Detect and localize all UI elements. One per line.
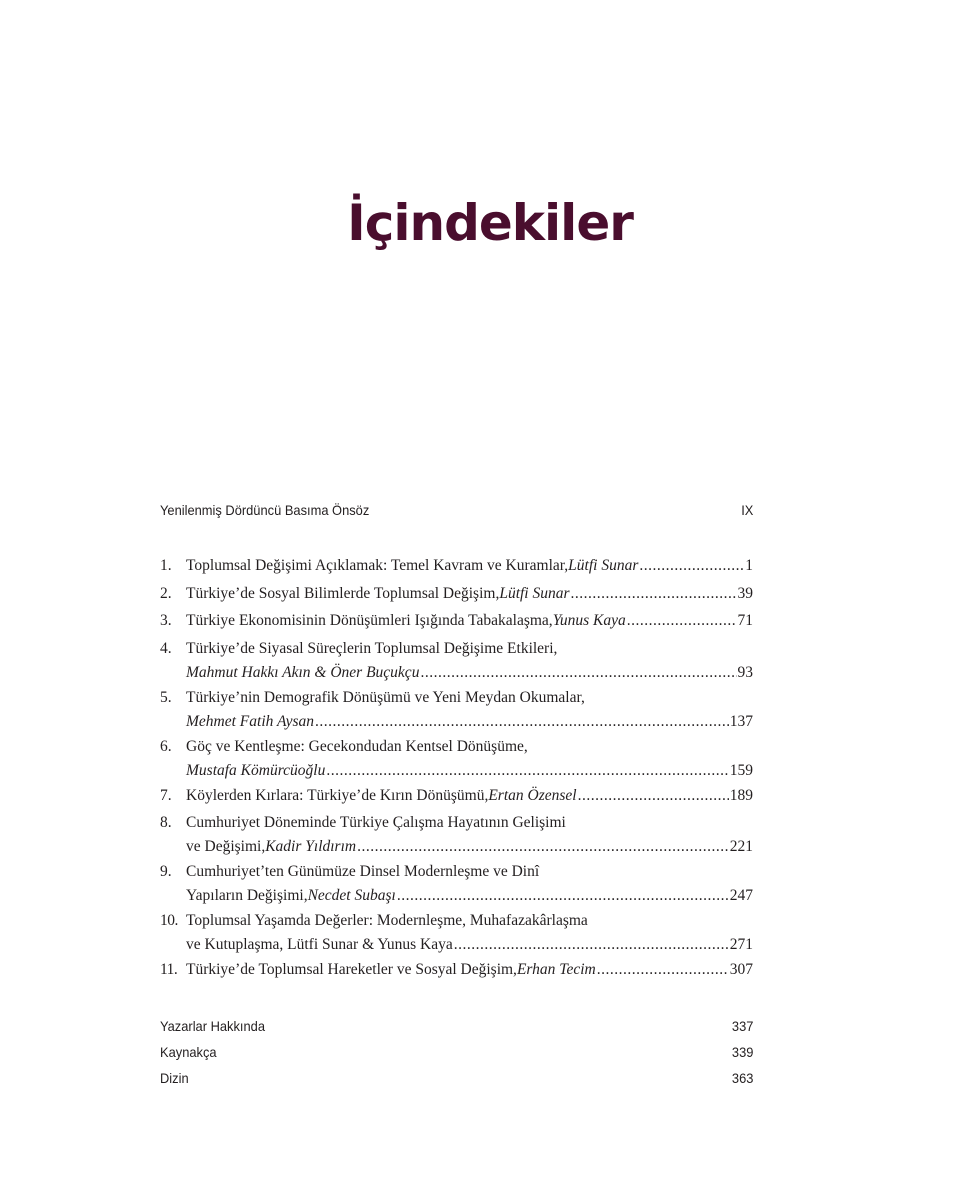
chapter-entry-6[interactable] xyxy=(160,735,753,783)
chapter-title: Toplumsal Değişimi Açıklamak: Temel Kavram ve Kuramlar, xyxy=(186,557,569,574)
dot-leader xyxy=(627,609,737,633)
chapter-number: 10. xyxy=(160,912,178,929)
chapter-entry-5[interactable] xyxy=(160,686,753,734)
back-matter-label: Kaynakça xyxy=(160,1044,217,1060)
chapter-number: 9. xyxy=(160,863,172,880)
back-matter-row-index[interactable] xyxy=(160,1070,753,1086)
chapter-title-continued: ve Kutuplaşma, Lütfi Sunar & Yunus Kaya xyxy=(186,936,453,953)
chapter-number: 8. xyxy=(160,814,172,831)
chapter-title: Cumhuriyet Döneminde Türkiye Çalışma Hayatının Gelişimi xyxy=(186,814,566,831)
dot-leader xyxy=(571,582,737,606)
chapter-page: 1 xyxy=(745,557,753,574)
chapter-number: 11. xyxy=(160,961,178,978)
back-matter-row-bibliography[interactable] xyxy=(160,1044,753,1060)
chapter-author: Kadir Yıldırım xyxy=(265,838,357,855)
chapter-page: 221 xyxy=(729,838,753,855)
chapter-title-continued: Yapıların Değişimi, xyxy=(186,887,308,904)
chapter-number: 6. xyxy=(160,738,172,755)
dot-leader xyxy=(420,661,736,685)
chapter-entry-1[interactable] xyxy=(160,554,753,578)
chapter-author: Mehmet Fatih Aysan xyxy=(186,713,314,730)
chapter-title: Toplumsal Yaşamda Değerler: Modernleşme, Muhafazakârlaşma xyxy=(186,912,588,929)
chapter-page: 189 xyxy=(729,787,753,804)
back-matter-page: 339 xyxy=(731,1044,754,1060)
preface-label: Yenilenmiş Dördüncü Basıma Önsöz xyxy=(160,502,370,518)
chapter-number: 4. xyxy=(160,640,172,657)
chapter-author: Lütfi Sunar xyxy=(499,585,570,602)
chapter-entry-11[interactable] xyxy=(160,958,753,982)
chapter-number: 2. xyxy=(160,585,172,602)
chapter-author: Lütfi Sunar xyxy=(568,557,639,574)
chapter-entry-8[interactable] xyxy=(160,811,753,859)
dot-leader xyxy=(578,784,729,808)
chapter-page: 247 xyxy=(729,887,753,904)
chapter-title: Türkiye’de Sosyal Bilimlerde Toplumsal Değişim, xyxy=(186,585,500,602)
chapter-title: Türkiye’de Toplumsal Hareketler ve Sosyal Değişim, xyxy=(186,961,517,978)
dot-leader xyxy=(454,933,729,957)
chapter-title: Türkiye Ekonomisinin Dönüşümleri Işığında Tabakalaşma, xyxy=(186,612,553,629)
dot-leader xyxy=(326,759,728,783)
chapter-title: Türkiye’nin Demografik Dönüşümü ve Yeni Meydan Okumalar, xyxy=(186,689,585,706)
chapter-number: 5. xyxy=(160,689,172,706)
back-matter-label: Dizin xyxy=(160,1070,189,1086)
dot-leader xyxy=(357,835,729,859)
chapter-title: Göç ve Kentleşme: Gecekondudan Kentsel Dönüşüme, xyxy=(186,738,528,755)
chapter-author: Yunus Kaya xyxy=(552,612,626,629)
dot-leader xyxy=(315,710,729,734)
chapter-number: 7. xyxy=(160,787,172,804)
chapter-title: Köylerden Kırlara: Türkiye’de Kırın Dönüşümü, xyxy=(186,787,489,804)
chapter-page: 307 xyxy=(729,961,753,978)
page-title: İçindekiler xyxy=(347,194,633,252)
back-matter-label: Yazarlar Hakkında xyxy=(160,1018,266,1034)
chapter-entry-10[interactable] xyxy=(160,909,753,957)
chapter-page: 39 xyxy=(737,585,753,602)
chapter-author: Erhan Tecim xyxy=(516,961,596,978)
chapter-author: Ertan Özensel xyxy=(488,787,577,804)
chapter-entry-4[interactable] xyxy=(160,637,753,685)
back-matter-row-authors[interactable] xyxy=(160,1018,753,1034)
chapter-page: 271 xyxy=(729,936,753,953)
chapter-author: Mahmut Hakkı Akın & Öner Buçukçu xyxy=(186,664,420,681)
chapter-title: Cumhuriyet’ten Günümüze Dinsel Modernleşme ve Dinî xyxy=(186,863,540,880)
dot-leader xyxy=(639,554,744,578)
chapter-page: 93 xyxy=(737,664,753,681)
chapter-entry-2[interactable] xyxy=(160,582,753,606)
chapter-page: 159 xyxy=(729,762,753,779)
chapter-entry-7[interactable] xyxy=(160,784,753,808)
chapter-number: 3. xyxy=(160,612,172,629)
chapter-entry-9[interactable] xyxy=(160,860,753,908)
chapter-author: Mustafa Kömürcüoğlu xyxy=(186,762,326,779)
chapter-author: Necdet Subaşı xyxy=(307,887,396,904)
chapter-page: 137 xyxy=(729,713,753,730)
chapter-title: Türkiye’de Siyasal Süreçlerin Toplumsal Değişime Etkileri, xyxy=(186,640,558,657)
chapter-page: 71 xyxy=(737,612,753,629)
back-matter-page: 363 xyxy=(731,1070,754,1086)
dot-leader xyxy=(397,884,729,908)
chapter-number: 1. xyxy=(160,557,172,574)
back-matter-page: 337 xyxy=(731,1018,754,1034)
dot-leader xyxy=(597,958,729,982)
chapter-title-continued: ve Değişimi, xyxy=(186,838,266,855)
preface-page: IX xyxy=(741,502,754,518)
preface-row[interactable] xyxy=(160,502,753,518)
chapter-entry-3[interactable] xyxy=(160,609,753,633)
